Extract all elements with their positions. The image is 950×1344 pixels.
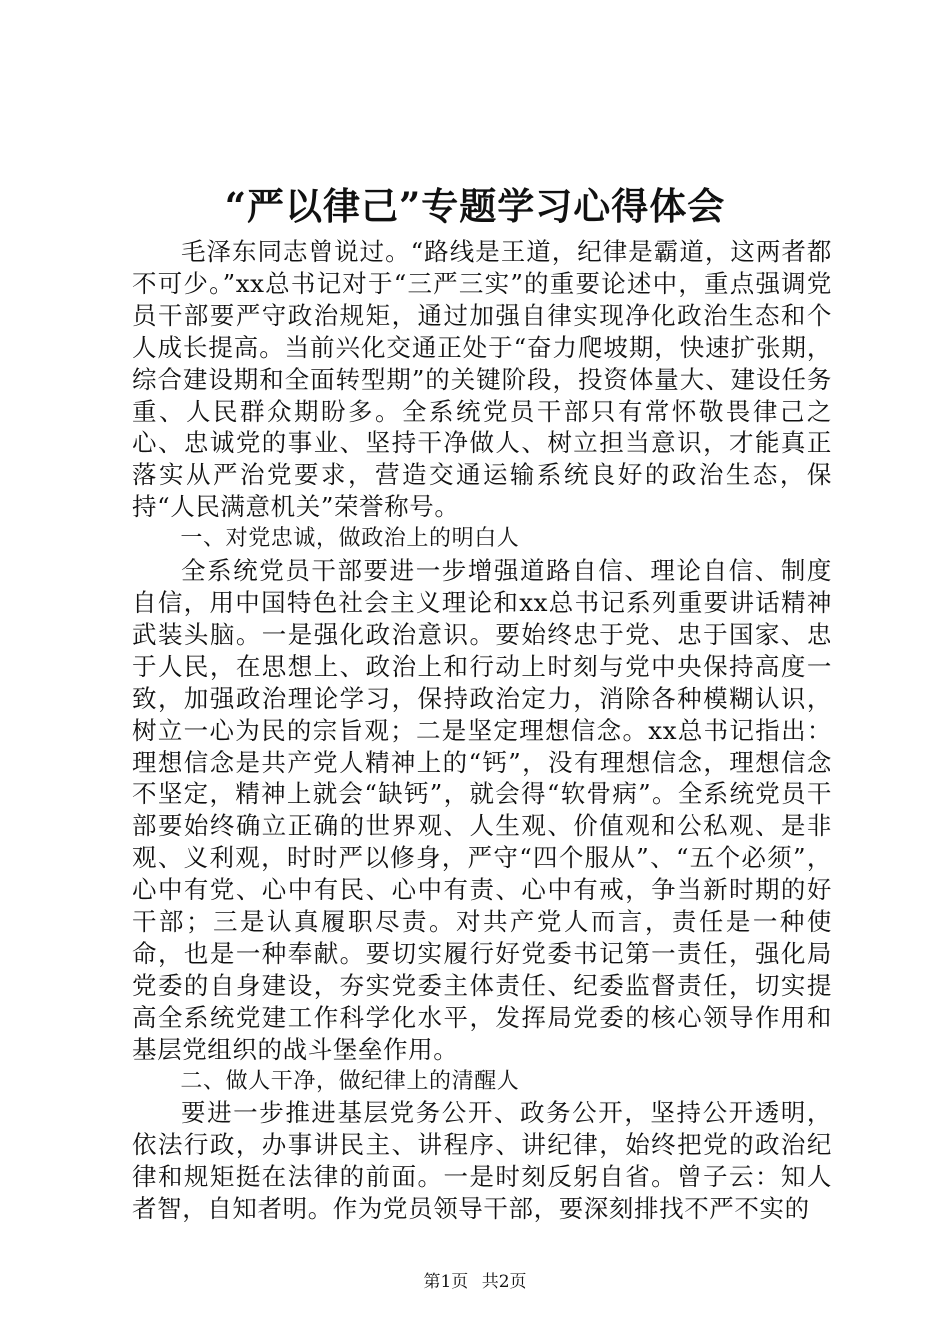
page-total: 共2页 [481,1272,527,1292]
document-body [132,236,832,1225]
section-heading-2: 二、做人干净，做纪律上的清醒人 [180,1068,520,1094]
page-number: 第1页 [423,1272,469,1292]
intro-paragraph: 毛泽东同志曾说过。“路线是王道，纪律是霸道，这两者都不可少。”xx总书记对于“三严三实”的重要论述中，重点强调党员干部要严守政治规矩，通过加强自律实现净化政治生态和个人成长提高。当前兴化交通正处于“奋力爬坡期，快速扩张期，综合建设期和全面转型期”的关键阶段，投资体量大、建设任务重、人民群众期盼多。全系统党员干部只有常怀敬畏律己之心、忠诚党的事业、坚持干净做人、树立担当意识，才能真正落实从严治党要求，营造交通运输系统良好的政治生态，保持“人民满意机关”荣誉称号。 [132,237,832,522]
page-footer [0,1270,950,1294]
section-heading-1: 一、对党忠诚，做政治上的明白人 [180,526,520,552]
section-2-paragraph: 要进一步推进基层党务公开、政务公开，坚持公开透明，依法行政，办事讲民主、讲程序、讲纪律，始终把党的政治纪律和规矩挺在法律的前面。一是时刻反躬自省。曾子云：知人者智，自知者明。作为党员领导干部，要深刻排找不严不实的 [132,1098,832,1224]
document-title: “严以律己”专题学习心得体会 [224,184,726,228]
section-1-paragraph: 全系统党员干部要进一步增强道路自信、理论自信、制度自信，用中国特色社会主义理论和xx总书记系列重要讲话精神武装头脑。一是强化政治意识。要始终忠于党、忠于国家、忠于人民，在思想上、政治上和行动上时刻与党中央保持高度一致，加强政治理论学习，保持政治定力，消除各种模糊认识，树立一心为民的宗旨观；二是坚定理想信念。xx总书记指出：理想信念是共产党人精神上的“钙”，没有理想信念，理想信念不坚定，精神上就会“缺钙”，就会得“软骨病”。全系统党员干部要始终确立正确的世界观、人生观、价值观和公私观、是非观、义利观，时时严以修身，严守“四个服从”、“五个必须”，心中有党、心中有民、心中有责、心中有戒，争当新时期的好干部；三是认真履职尽责。对共产党人而言，责任是一种使命，也是一种奉献。要切实履行好党委书记第一责任，强化局党委的自身建设，夯实党委主体责任、纪委监督责任，切实提高全系统党建工作科学化水平，发挥局党委的核心领导作用和基层党组织的战斗堡垒作用。 [132,556,832,1064]
